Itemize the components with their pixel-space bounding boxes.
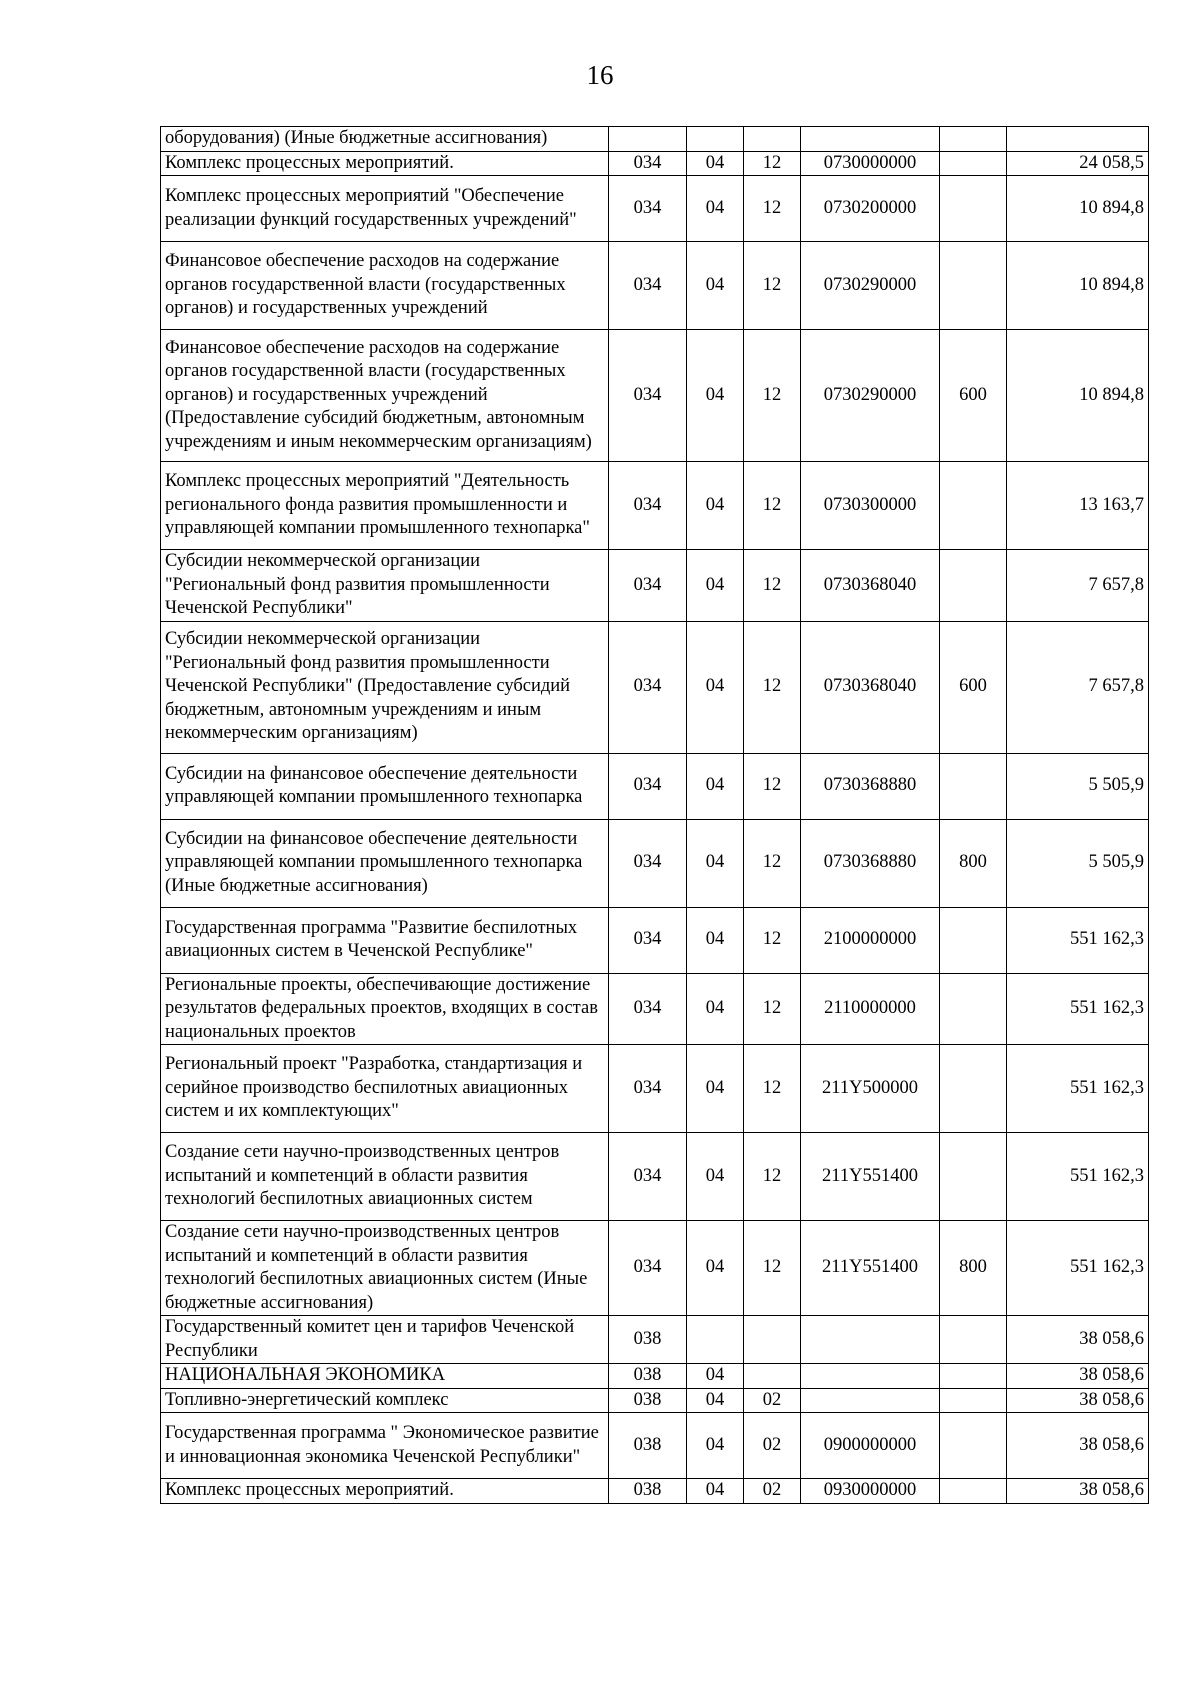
row-name: Государственный комитет цен и тарифов Чеченской Республики <box>161 1316 609 1364</box>
ministry-code: 038 <box>609 1316 687 1364</box>
subsection-code <box>744 1364 801 1389</box>
row-name: Топливно-энергетический комплекс <box>161 1388 609 1413</box>
section-code: 04 <box>687 1413 744 1479</box>
ministry-code: 034 <box>609 907 687 973</box>
row-name: НАЦИОНАЛЬНАЯ ЭКОНОМИКА <box>161 1364 609 1389</box>
target-article-code <box>801 1364 940 1389</box>
target-article-code: 0730368880 <box>801 819 940 907</box>
ministry-code: 038 <box>609 1364 687 1389</box>
section-code: 04 <box>687 550 744 622</box>
ministry-code <box>609 127 687 152</box>
row-name: Комплекс процессных мероприятий "Деятельность регионального фонда развития промышленности и управляющей компании промышленного технопарка" <box>161 462 609 550</box>
ministry-code: 034 <box>609 242 687 330</box>
amount: 38 058,6 <box>1007 1479 1149 1504</box>
expense-type-code <box>940 753 1007 819</box>
amount: 7 657,8 <box>1007 550 1149 622</box>
expense-type-code <box>940 176 1007 242</box>
section-code: 04 <box>687 151 744 176</box>
table-row <box>161 550 1149 622</box>
target-article-code: 0730300000 <box>801 462 940 550</box>
amount: 10 894,8 <box>1007 242 1149 330</box>
section-code: 04 <box>687 1133 744 1221</box>
table-row <box>161 973 1149 1045</box>
table-row <box>161 621 1149 753</box>
ministry-code: 034 <box>609 151 687 176</box>
budget-table <box>160 126 1149 1504</box>
expense-type-code: 600 <box>940 621 1007 753</box>
target-article-code: 0730368040 <box>801 621 940 753</box>
subsection-code <box>744 127 801 152</box>
row-name: Комплекс процессных мероприятий. <box>161 1479 609 1504</box>
subsection-code <box>744 1316 801 1364</box>
section-code: 04 <box>687 819 744 907</box>
section-code: 04 <box>687 242 744 330</box>
row-name: Субсидии некоммерческой организации "Региональный фонд развития промышленности Чеченской Республики" <box>161 550 609 622</box>
target-article-code <box>801 127 940 152</box>
expense-type-code <box>940 1133 1007 1221</box>
subsection-code: 02 <box>744 1388 801 1413</box>
row-name: Создание сети научно-производственных центров испытаний и компетенций в области развития технологий беспилотных авиационных систем (Иные бюджетные ассигнования) <box>161 1221 609 1316</box>
target-article-code: 211Y551400 <box>801 1133 940 1221</box>
row-name: Субсидии некоммерческой организации "Региональный фонд развития промышленности Чеченской Республики" (Предоставление субсидий бюджетным, автономным учреждениям и иным некоммерческим организациям) <box>161 621 609 753</box>
row-name: Субсидии на финансовое обеспечение деятельности управляющей компании промышленного технопарка <box>161 753 609 819</box>
subsection-code: 12 <box>744 621 801 753</box>
target-article-code <box>801 1388 940 1413</box>
row-name: Субсидии на финансовое обеспечение деятельности управляющей компании промышленного технопарка (Иные бюджетные ассигнования) <box>161 819 609 907</box>
table-row <box>161 127 1149 152</box>
amount: 38 058,6 <box>1007 1413 1149 1479</box>
subsection-code: 02 <box>744 1413 801 1479</box>
subsection-code: 12 <box>744 907 801 973</box>
subsection-code: 12 <box>744 753 801 819</box>
subsection-code: 12 <box>744 1133 801 1221</box>
subsection-code: 12 <box>744 550 801 622</box>
table-row <box>161 1388 1149 1413</box>
table-row <box>161 1133 1149 1221</box>
subsection-code: 12 <box>744 973 801 1045</box>
table-row <box>161 1221 1149 1316</box>
section-code <box>687 127 744 152</box>
row-name: Финансовое обеспечение расходов на содержание органов государственной власти (государственных органов) и государственных учреждений <box>161 242 609 330</box>
amount: 551 162,3 <box>1007 973 1149 1045</box>
section-code: 04 <box>687 1221 744 1316</box>
row-name: Государственная программа "Развитие беспилотных авиационных систем в Чеченской Республике" <box>161 907 609 973</box>
expense-type-code: 800 <box>940 1221 1007 1316</box>
expense-type-code <box>940 550 1007 622</box>
expense-type-code <box>940 242 1007 330</box>
expense-type-code <box>940 1413 1007 1479</box>
ministry-code: 038 <box>609 1388 687 1413</box>
table-row <box>161 1479 1149 1504</box>
table-row <box>161 242 1149 330</box>
expense-type-code <box>940 973 1007 1045</box>
expense-type-code <box>940 1479 1007 1504</box>
amount: 551 162,3 <box>1007 1133 1149 1221</box>
row-name: Государственная программа " Экономическое развитие и инновационная экономика Чеченской Республики" <box>161 1413 609 1479</box>
target-article-code: 0730290000 <box>801 330 940 462</box>
section-code: 04 <box>687 973 744 1045</box>
page-number: 16 <box>586 60 614 90</box>
expense-type-code <box>940 1045 1007 1133</box>
table-row <box>161 151 1149 176</box>
amount: 38 058,6 <box>1007 1316 1149 1364</box>
expense-type-code <box>940 907 1007 973</box>
section-code: 04 <box>687 621 744 753</box>
row-name: Комплекс процессных мероприятий "Обеспечение реализации функций государственных учреждений" <box>161 176 609 242</box>
amount: 24 058,5 <box>1007 151 1149 176</box>
ministry-code: 034 <box>609 1221 687 1316</box>
expense-type-code <box>940 1388 1007 1413</box>
expense-type-code: 600 <box>940 330 1007 462</box>
section-code: 04 <box>687 753 744 819</box>
section-code: 04 <box>687 1479 744 1504</box>
row-name: оборудования) (Иные бюджетные ассигнования) <box>161 127 609 152</box>
amount: 13 163,7 <box>1007 462 1149 550</box>
ministry-code: 034 <box>609 330 687 462</box>
expense-type-code <box>940 127 1007 152</box>
ministry-code: 034 <box>609 176 687 242</box>
ministry-code: 034 <box>609 973 687 1045</box>
amount: 38 058,6 <box>1007 1364 1149 1389</box>
row-name: Создание сети научно-производственных центров испытаний и компетенций в области развития технологий беспилотных авиационных систем <box>161 1133 609 1221</box>
amount <box>1007 127 1149 152</box>
subsection-code: 12 <box>744 151 801 176</box>
target-article-code: 0730200000 <box>801 176 940 242</box>
table-row <box>161 1316 1149 1364</box>
target-article-code: 0730290000 <box>801 242 940 330</box>
section-code: 04 <box>687 462 744 550</box>
ministry-code: 034 <box>609 462 687 550</box>
ministry-code: 038 <box>609 1479 687 1504</box>
table-row <box>161 462 1149 550</box>
target-article-code: 0900000000 <box>801 1413 940 1479</box>
subsection-code: 12 <box>744 462 801 550</box>
expense-type-code <box>940 151 1007 176</box>
table-row <box>161 907 1149 973</box>
table-row <box>161 1364 1149 1389</box>
amount: 5 505,9 <box>1007 819 1149 907</box>
expense-type-code <box>940 462 1007 550</box>
subsection-code: 12 <box>744 1221 801 1316</box>
expense-type-code <box>940 1364 1007 1389</box>
section-code: 04 <box>687 1045 744 1133</box>
subsection-code: 12 <box>744 819 801 907</box>
table-row <box>161 1045 1149 1133</box>
expense-type-code: 800 <box>940 819 1007 907</box>
amount: 551 162,3 <box>1007 1045 1149 1133</box>
row-name: Региональный проект "Разработка, стандартизация и серийное производство беспилотных авиационных систем и их комплектующих" <box>161 1045 609 1133</box>
target-article-code: 211Y551400 <box>801 1221 940 1316</box>
target-article-code: 0730368040 <box>801 550 940 622</box>
target-article-code: 2110000000 <box>801 973 940 1045</box>
expense-type-code <box>940 1316 1007 1364</box>
amount: 10 894,8 <box>1007 176 1149 242</box>
row-name: Комплекс процессных мероприятий. <box>161 151 609 176</box>
ministry-code: 034 <box>609 621 687 753</box>
ministry-code: 034 <box>609 753 687 819</box>
target-article-code <box>801 1316 940 1364</box>
target-article-code: 0930000000 <box>801 1479 940 1504</box>
amount: 5 505,9 <box>1007 753 1149 819</box>
amount: 551 162,3 <box>1007 1221 1149 1316</box>
row-name: Финансовое обеспечение расходов на содержание органов государственной власти (государственных органов) и государственных учреждений (Предоставление субсидий бюджетным, автономным учреждениям и иным некоммерческим организациям) <box>161 330 609 462</box>
table-row <box>161 176 1149 242</box>
amount: 38 058,6 <box>1007 1388 1149 1413</box>
subsection-code: 02 <box>744 1479 801 1504</box>
subsection-code: 12 <box>744 176 801 242</box>
section-code: 04 <box>687 1388 744 1413</box>
amount: 7 657,8 <box>1007 621 1149 753</box>
target-article-code: 0730000000 <box>801 151 940 176</box>
section-code <box>687 1316 744 1364</box>
subsection-code: 12 <box>744 242 801 330</box>
target-article-code: 0730368880 <box>801 753 940 819</box>
ministry-code: 034 <box>609 550 687 622</box>
table-row <box>161 819 1149 907</box>
target-article-code: 211Y500000 <box>801 1045 940 1133</box>
table-row <box>161 330 1149 462</box>
section-code: 04 <box>687 1364 744 1389</box>
ministry-code: 034 <box>609 1045 687 1133</box>
amount: 551 162,3 <box>1007 907 1149 973</box>
ministry-code: 034 <box>609 1133 687 1221</box>
section-code: 04 <box>687 330 744 462</box>
section-code: 04 <box>687 907 744 973</box>
table-row <box>161 753 1149 819</box>
table-row <box>161 1413 1149 1479</box>
ministry-code: 038 <box>609 1413 687 1479</box>
subsection-code: 12 <box>744 330 801 462</box>
section-code: 04 <box>687 176 744 242</box>
subsection-code: 12 <box>744 1045 801 1133</box>
ministry-code: 034 <box>609 819 687 907</box>
target-article-code: 2100000000 <box>801 907 940 973</box>
row-name: Региональные проекты, обеспечивающие достижение результатов федеральных проектов, входящих в состав национальных проектов <box>161 973 609 1045</box>
table-body <box>161 127 1149 1504</box>
amount: 10 894,8 <box>1007 330 1149 462</box>
